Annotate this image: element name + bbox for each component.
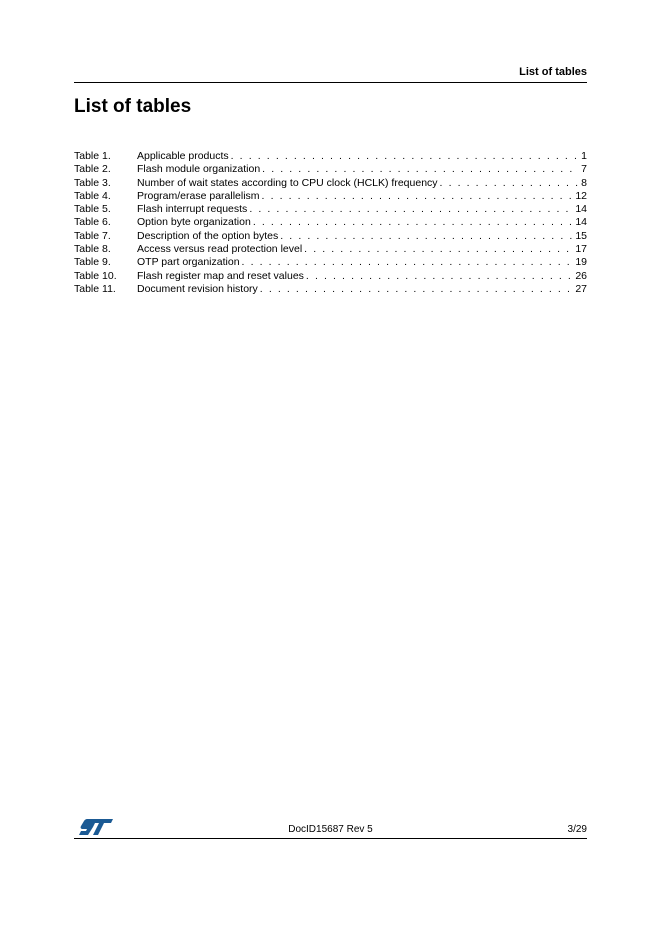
toc-dot-leader: [280, 230, 573, 243]
toc-dot-leader: [231, 150, 580, 163]
toc-dot-leader: [440, 177, 580, 190]
toc-entry-page[interactable]: 27: [575, 282, 587, 295]
toc-entry[interactable]: [74, 216, 587, 229]
toc-dot-leader: [304, 243, 573, 256]
toc-entry[interactable]: [74, 177, 587, 190]
toc-entry-title[interactable]: Document revision history: [137, 282, 258, 295]
toc-entry-page[interactable]: 7: [581, 163, 587, 176]
toc-entry-number: Table 3.: [74, 176, 111, 189]
toc-entry-title[interactable]: OTP part organization: [137, 256, 240, 269]
toc-dot-leader: [306, 270, 573, 283]
toc-entry-page[interactable]: 12: [575, 189, 587, 202]
toc-entry-title[interactable]: Number of wait states according to CPU clock (HCLK) frequency: [137, 176, 438, 189]
toc-entry[interactable]: [74, 203, 587, 216]
toc-entry-title[interactable]: Flash register map and reset values: [137, 269, 304, 282]
toc-entry-page[interactable]: 14: [575, 216, 587, 229]
toc-entry[interactable]: [74, 283, 587, 296]
toc-entry-number: Table 6.: [74, 216, 111, 229]
toc-entry[interactable]: [74, 256, 587, 269]
document-id: DocID15687 Rev 5: [288, 824, 373, 835]
toc-entry-page[interactable]: 14: [575, 203, 587, 216]
toc-entry-page[interactable]: 17: [575, 243, 587, 256]
toc-entry-number: Table 11.: [74, 282, 116, 295]
toc-entry-page[interactable]: 19: [575, 256, 587, 269]
header-section-label: List of tables: [519, 66, 587, 78]
page-footer: [74, 816, 587, 839]
running-header: [74, 62, 587, 83]
toc-entry-title[interactable]: Program/erase parallelism: [137, 189, 260, 202]
toc-entry-page[interactable]: 1: [581, 150, 587, 162]
toc-entry-title[interactable]: Description of the option bytes: [137, 229, 279, 242]
toc-entry-title[interactable]: Option byte organization: [137, 216, 251, 229]
toc-entry[interactable]: [74, 190, 587, 203]
toc-dot-leader: [262, 190, 574, 203]
toc-entry[interactable]: [74, 243, 587, 256]
toc-entry-page[interactable]: 15: [575, 229, 587, 242]
toc-dot-leader: [262, 163, 579, 176]
toc-dot-leader: [260, 283, 574, 296]
toc-entry[interactable]: [74, 230, 587, 243]
toc-entry-title[interactable]: Flash module organization: [137, 163, 261, 176]
toc-entry-number: Table 2.: [74, 163, 111, 176]
page-title: List of tables: [74, 96, 192, 117]
toc-entry[interactable]: [74, 150, 587, 163]
toc-entry[interactable]: [74, 270, 587, 283]
toc-dot-leader: [249, 203, 573, 216]
toc-dot-leader: [253, 216, 573, 229]
toc-entry-title[interactable]: Applicable products: [137, 150, 229, 162]
toc-entry[interactable]: [74, 163, 587, 176]
toc-entry-number: Table 10.: [74, 269, 117, 282]
toc-entry-page[interactable]: 26: [575, 269, 587, 282]
toc-entry-number: Table 7.: [74, 229, 111, 242]
toc-entry-title[interactable]: Access versus read protection level: [137, 243, 303, 256]
toc-entry-number: Table 5.: [74, 203, 111, 216]
toc-entry-page[interactable]: 8: [581, 176, 587, 189]
toc-entry-number: Table 9.: [74, 256, 111, 269]
toc-entry-title[interactable]: Flash interrupt requests: [137, 203, 248, 216]
toc-dot-leader: [242, 256, 574, 269]
list-of-tables: [74, 150, 587, 296]
toc-entry-number: Table 1.: [74, 150, 111, 162]
toc-entry-number: Table 8.: [74, 243, 111, 256]
page-number: 3/29: [567, 824, 587, 835]
toc-entry-number: Table 4.: [74, 189, 111, 202]
